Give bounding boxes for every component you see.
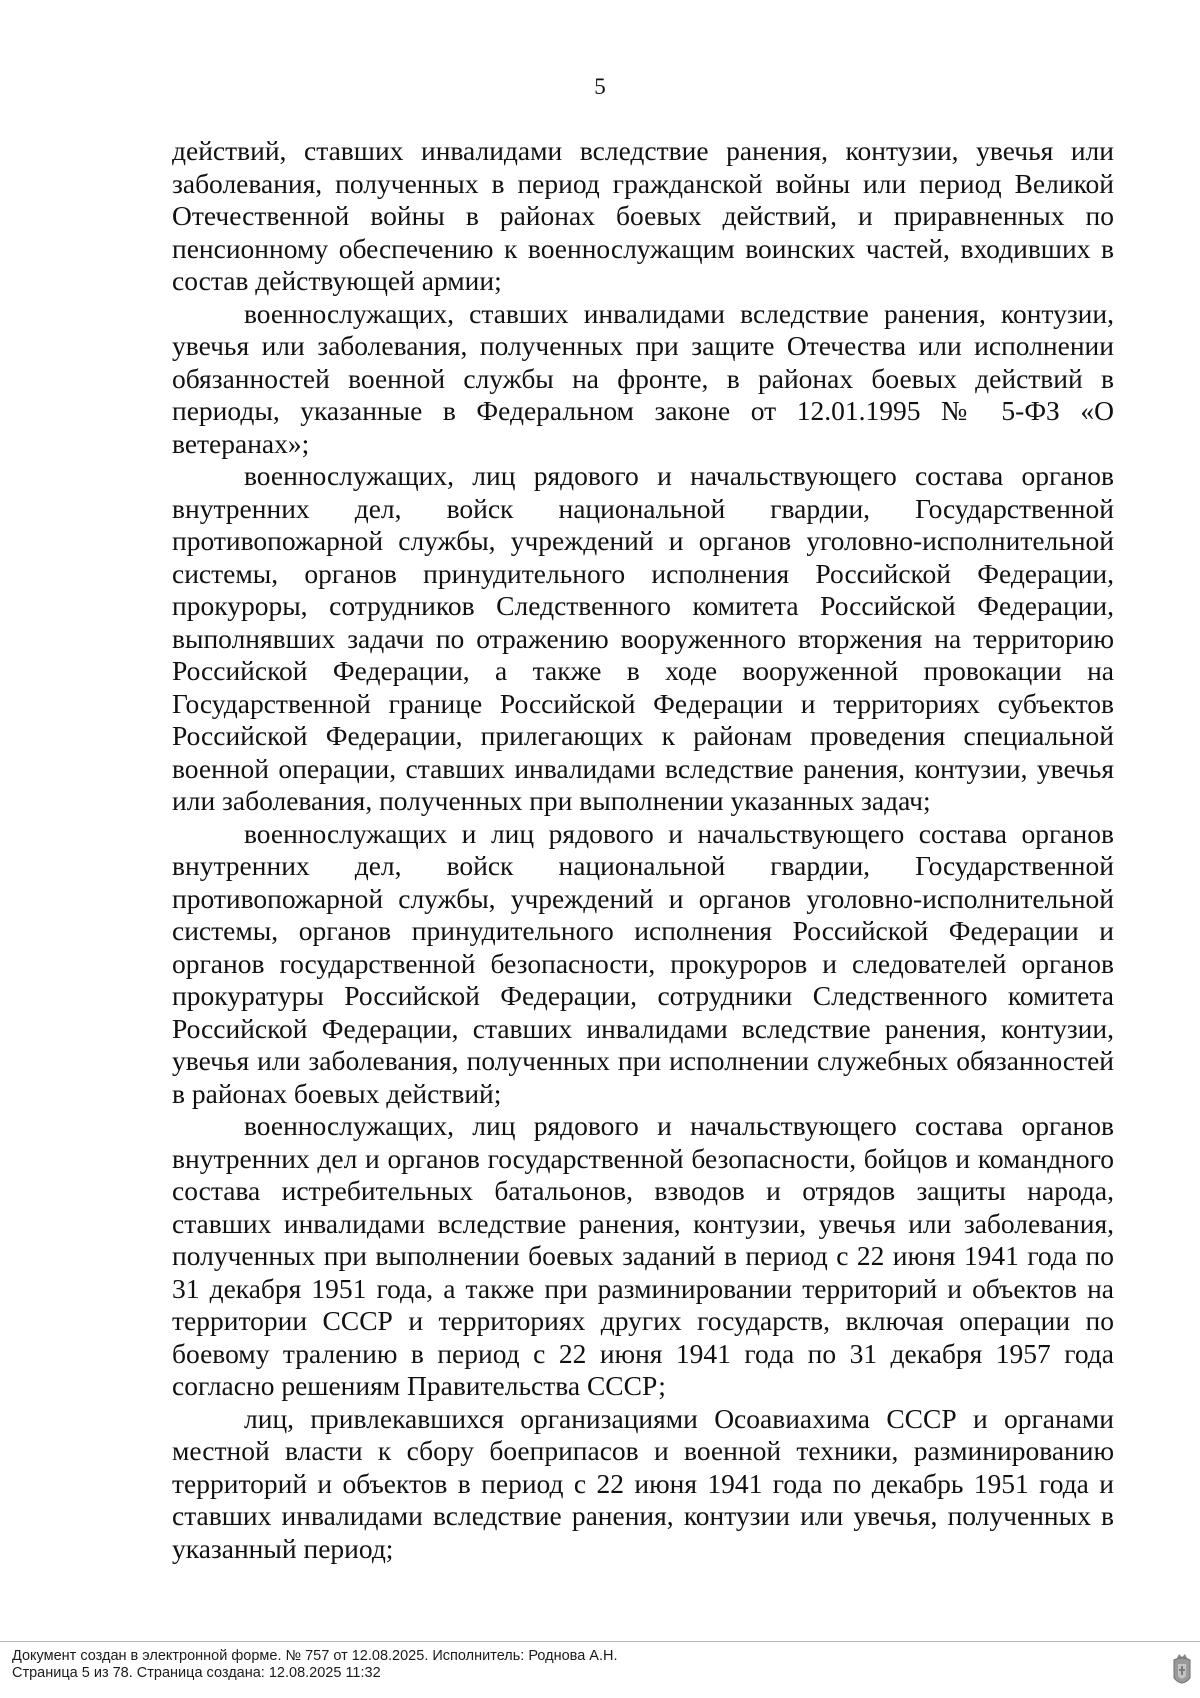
- paragraph: военнослужащих, ставших инвалидами вследствие ранения, контузии, увечья или заболевания, полученных при защите Отечества или исполнении обязанностей военной службы на фронте, в районах боевых действий в периоды, указанные в Федеральном законе от 12.01.1995 № 5-ФЗ «О ветеранах»;: [172, 297, 1114, 459]
- paragraph: военнослужащих, лиц рядового и начальствующего состава органов внутренних дел, войск национальной гвардии, Государственной противопожарной службы, учреждений и органов уголовно-исполнительной системы, органов принудительного исполнения Российской Федерации, прокуроры, сотрудников Следственного комитета Российской Федерации, выполнявших задачи по отражению вооруженного вторжения на территорию Российской Федерации, а также в ходе вооруженной провокации на Государственной границе Российской Федерации и территориях субъектов Российской Федерации, прилегающих к районам проведения специальной военной операции, ставших инвалидами вследствие ранения, контузии, увечья или заболевания, полученных при выполнении указанных задач;: [172, 460, 1114, 816]
- document-footer: [12, 1648, 618, 1682]
- document-body: [172, 135, 1114, 1565]
- paragraph: действий, ставших инвалидами вследствие ранения, контузии, увечья или заболевания, полученных в период гражданской войны или период Великой Отечественной войны в районах боевых действий, и приравненных по пенсионному обеспечению к военнослужащим воинских частей, входивших в состав действующей армии;: [172, 135, 1114, 296]
- paragraph: военнослужащих, лиц рядового и начальствующего состава органов внутренних дел и органов государственной безопасности, бойцов и командного состава истребительных батальонов, взводов и отрядов защиты народа, ставших инвалидами вследствие ранения, контузии, увечья или заболевания, полученных при выполнении боевых заданий в период с 22 июня 1941 года по 31 декабря 1951 года, а также при разминировании территорий и объектов на территории СССР и территориях других государств, включая операции по боевому тралению в период с 22 июня 1941 года по 31 декабря 1957 года согласно решениям Правительства СССР;: [172, 1110, 1114, 1401]
- footer-page-info: Страница 5 из 78. Страница создана: 12.08.2025 11:32: [12, 1665, 381, 1681]
- paragraph: военнослужащих и лиц рядового и начальствующего состава органов внутренних дел, войск национальной гвардии, Государственной противопожарной службы, учреждений и органов уголовно-исполнительной системы, органов принудительного исполнения Российской Федерации и органов государственной безопасности, прокуроров и следователей органов прокуратуры Российской Федерации, сотрудники Следственного комитета Российской Федерации, ставших инвалидами вследствие ранения, контузии, увечья или заболевания, полученных при исполнении служебных обязанностей в районах боевых действий;: [172, 817, 1114, 1109]
- footer-divider: [0, 1641, 1200, 1642]
- paragraph: лиц, привлекавшихся организациями Осоавиахима СССР и органами местной власти к сбору боеприпасов и военной техники, разминированию территорий и объектов в период с 22 июня 1941 года по декабрь 1951 года и ставших инвалидами вследствие ранения, контузии или увечья, полученных в указанный период;: [172, 1402, 1114, 1564]
- coat-of-arms-icon: [1170, 1652, 1194, 1692]
- footer-document-info: Документ создан в электронной форме. № 757 от 12.08.2025. Исполнитель: Роднова А.Н.: [12, 1648, 618, 1664]
- page-number: 5: [594, 74, 606, 99]
